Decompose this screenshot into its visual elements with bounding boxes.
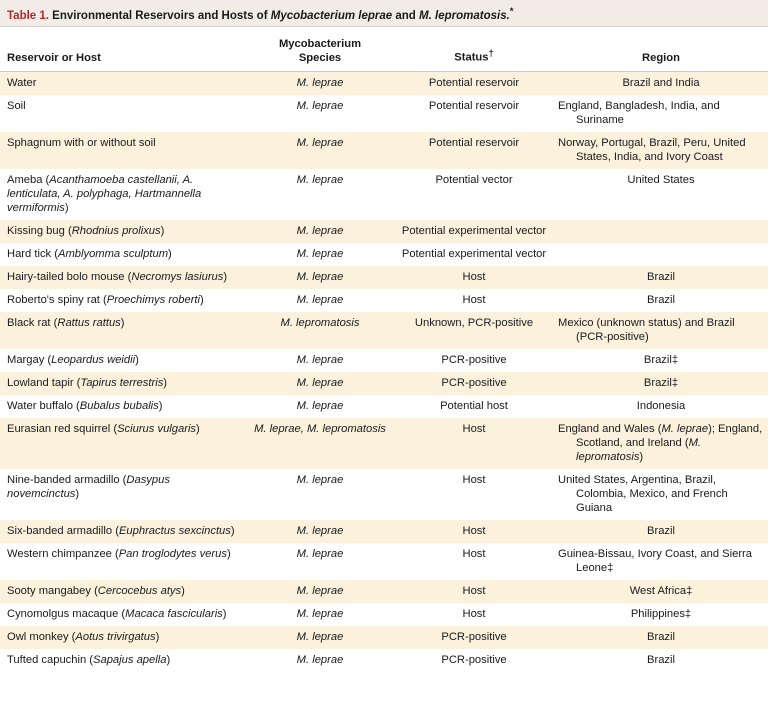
cell-region	[554, 169, 768, 220]
cell-status: Potential host	[440, 400, 508, 412]
cell-host: Ameba (Acanthamoeba castellanii, A. lenticulata, A. polyphaga, Hartmannella vermiformis)	[7, 174, 202, 214]
region-text: United States, Argentina, Brazil, Colombia, Mexico, and French Guiana	[558, 474, 728, 514]
cell-region	[554, 266, 768, 289]
table-row	[0, 266, 768, 289]
cell-region	[554, 603, 768, 626]
cell-region	[554, 580, 768, 603]
cell-status: Potential reservoir	[394, 72, 554, 96]
cell-host: Western chimpanzee (Pan troglodytes verus)	[7, 548, 231, 560]
cell-host: Six-banded armadillo (Euphractus sexcinctus)	[0, 520, 246, 543]
table-row	[0, 349, 768, 372]
cell-status: Host	[462, 294, 486, 306]
table-row	[0, 626, 768, 649]
cell-region	[554, 469, 768, 520]
region-text: Brazil	[647, 271, 675, 283]
header-reservoir: Reservoir or Host	[0, 27, 246, 72]
region-text: England, Bangladesh, India, and Suriname	[558, 100, 720, 126]
cell-host: Nine-banded armadillo (Dasypus novemcinctus)	[7, 474, 170, 500]
header-species: Mycobacterium Species	[246, 27, 394, 72]
cell-status: PCR-positive	[441, 354, 507, 366]
table-row	[0, 543, 768, 580]
cell-species: M. leprae	[246, 132, 394, 169]
table-row	[0, 418, 768, 469]
cell-species: M. leprae	[296, 608, 344, 620]
cell-status: PCR-positive	[394, 626, 554, 649]
cell-species: M. leprae	[296, 400, 344, 412]
cell-host: Hairy-tailed bolo mouse (Necromys lasiurus)	[0, 266, 246, 289]
table-row	[0, 72, 768, 96]
cell-status: Host	[394, 580, 554, 603]
table-title-text: Environmental Reservoirs and Hosts of Mycobacterium leprae and M. lepromatosis.*	[52, 6, 514, 22]
cell-species: M. leprae	[246, 520, 394, 543]
header-region: Region	[554, 27, 768, 72]
table-title	[0, 0, 768, 27]
cell-status: Unknown, PCR-positive	[394, 312, 554, 349]
cell-region	[554, 312, 768, 349]
cell-species: M. leprae	[246, 626, 394, 649]
cell-status: Potential reservoir	[394, 132, 554, 169]
cell-host: Hard tick (Amblyomma sculptum)	[7, 248, 172, 260]
cell-status: Host	[394, 520, 554, 543]
region-text: Brazil	[647, 654, 675, 666]
cell-region	[554, 395, 768, 418]
cell-region	[554, 132, 768, 169]
table-row	[0, 395, 768, 418]
region-text: Brazil	[647, 294, 675, 306]
cell-species: M. leprae	[246, 220, 394, 243]
cell-species: M. leprae	[246, 266, 394, 289]
cell-species: M. lepromatosis	[246, 312, 394, 349]
table-row	[0, 469, 768, 520]
region-text: England and Wales (M. leprae); England, Scotland, and Ireland (M. lepromatosis)	[558, 423, 763, 463]
cell-species: M. leprae	[296, 100, 344, 112]
cell-region	[554, 243, 768, 266]
cell-species: M. leprae	[296, 548, 344, 560]
region-text: Brazil‡	[643, 377, 679, 389]
cell-host: Water	[0, 72, 246, 96]
cell-region	[554, 649, 768, 672]
cell-region	[554, 372, 768, 395]
region-text: Philippines‡	[630, 608, 692, 620]
table-row	[0, 603, 768, 626]
table-row	[0, 372, 768, 395]
cell-species: M. leprae	[296, 474, 344, 486]
cell-species: M. leprae, M. lepromatosis	[246, 418, 394, 469]
cell-species: M. leprae	[296, 354, 344, 366]
cell-host: Black rat (Rattus rattus)	[0, 312, 246, 349]
region-text: Indonesia	[636, 400, 686, 412]
cell-host: Cynomolgus macaque (Macaca fascicularis)	[7, 608, 227, 620]
region-text: Brazil‡	[643, 354, 679, 366]
table-row	[0, 132, 768, 169]
region-text: Norway, Portugal, Brazil, Peru, United States, India, and Ivory Coast	[558, 137, 746, 163]
cell-status: Host	[394, 266, 554, 289]
region-text: West Africa‡	[629, 585, 693, 597]
table-row	[0, 520, 768, 543]
cell-host: Margay (Leopardus weidii)	[7, 354, 139, 366]
cell-status: Potential reservoir	[428, 100, 520, 112]
cell-region	[554, 220, 768, 243]
cell-region	[554, 543, 768, 580]
cell-status: Potential experimental vector	[394, 220, 554, 243]
cell-host: Roberto's spiny rat (Proechimys roberti)	[7, 294, 204, 306]
cell-region	[554, 520, 768, 543]
region-text: Brazil	[647, 631, 675, 643]
cell-species: M. leprae	[296, 248, 344, 260]
cell-host: Sooty mangabey (Cercocebus atys)	[0, 580, 246, 603]
table-row	[0, 312, 768, 349]
cell-status: Host	[462, 548, 486, 560]
hosts-table	[0, 27, 768, 672]
region-text: Brazil and India	[622, 77, 700, 89]
cell-species: M. leprae	[246, 372, 394, 395]
cell-region	[554, 289, 768, 312]
cell-host: Tufted capuchin (Sapajus apella)	[7, 654, 171, 666]
cell-region	[554, 626, 768, 649]
cell-status: PCR-positive	[441, 654, 507, 666]
table-row	[0, 220, 768, 243]
cell-host: Water buffalo (Bubalus bubalis)	[7, 400, 163, 412]
region-text: Mexico (unknown status) and Brazil (PCR-positive)	[558, 317, 735, 343]
region-text: Guinea-Bissau, Ivory Coast, and Sierra Leone‡	[558, 548, 753, 574]
cell-host: Soil	[7, 100, 26, 112]
table-row	[0, 649, 768, 672]
cell-host: Lowland tapir (Tapirus terrestris)	[0, 372, 246, 395]
cell-species: M. leprae	[296, 294, 344, 306]
cell-status: Host	[462, 608, 486, 620]
cell-region	[554, 95, 768, 132]
cell-host: Owl monkey (Aotus trivirgatus)	[0, 626, 246, 649]
table-row	[0, 243, 768, 266]
cell-species: M. leprae	[296, 654, 344, 666]
cell-species: M. leprae	[296, 174, 344, 186]
cell-status: Host	[394, 418, 554, 469]
cell-status: Potential vector	[435, 174, 513, 186]
cell-host: Sphagnum with or without soil	[0, 132, 246, 169]
cell-region	[554, 72, 768, 96]
cell-status: PCR-positive	[394, 372, 554, 395]
region-text: Brazil	[647, 525, 675, 537]
cell-species: M. leprae	[246, 580, 394, 603]
table-row	[0, 289, 768, 312]
table-row	[0, 169, 768, 220]
table-row	[0, 95, 768, 132]
table-header-row	[0, 27, 768, 72]
table-label: Table 1.	[7, 9, 49, 22]
cell-status: Host	[462, 474, 486, 486]
cell-species: M. leprae	[246, 72, 394, 96]
table-row	[0, 580, 768, 603]
cell-region	[554, 349, 768, 372]
cell-host: Kissing bug (Rhodnius prolixus)	[0, 220, 246, 243]
cell-host: Eurasian red squirrel (Sciurus vulgaris)	[0, 418, 246, 469]
region-text: United States	[627, 174, 695, 186]
cell-status: Potential experimental vector	[401, 248, 547, 260]
cell-region	[554, 418, 768, 469]
header-status: Status†	[394, 27, 554, 72]
